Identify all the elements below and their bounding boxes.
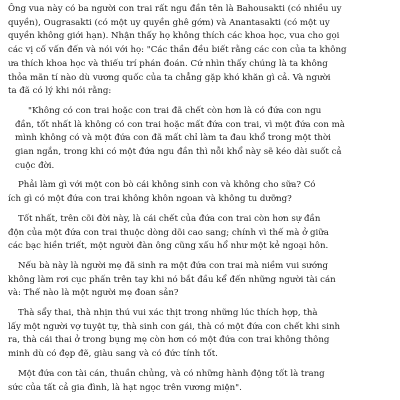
text-line: đần, tốt nhất là không có con trai hoặc mất đứa con trai, vì một đứa con mà	[15, 119, 345, 130]
text-line: và: Thế nào là một người mẹ đoan sản?	[8, 288, 179, 299]
paragraph-talented	[8, 368, 390, 395]
text-line: ra, thà cái thai ở trong bụng mẹ còn hơn có một đứa con trai không thông	[8, 335, 330, 346]
text-line: quyền), Ougrasakti (có một uy quyền ghê gớm) và Anantasakti (có một uy	[8, 17, 330, 28]
text-line: không làm rơi cục phấn trên tay khi nó bắt đầu kể đến những người tài cán	[8, 274, 336, 285]
text-line: Nếu bà này là người mẹ đã sinh ra một đứa con trai mà niềm vui sướng	[18, 260, 329, 271]
text-line: Tốt nhất, trên cõi đời này, là cái chết của đứa con trai còn hơn sự đần	[18, 213, 321, 224]
text-line: quyền không giới hạn). Nhận thấy họ không thích các khoa học, vua cho gọi	[8, 31, 340, 42]
paragraph-best	[8, 213, 390, 254]
text-line: gian ngắn, trong khi có một đứa ngu đần thì nỗi khổ này sẽ kéo dài suốt cả	[15, 147, 342, 158]
text-line: mình không có và một đứa con đã mất chỉ làm ta đau khổ trong một thời	[15, 133, 331, 144]
text-line: cuộc đời.	[15, 160, 55, 171]
text-line: Ông vua này có ba người con trai rất ngu đần tên là Bahousakti (có nhiều uy	[8, 4, 342, 14]
text-line: độn của một đứa con trai thuộc dòng dõi cao sang; chính vì thế mà ở giữa	[8, 227, 329, 238]
paragraph-rather	[8, 307, 390, 362]
text-line: ưa thích khoa học và thiếu trí phán đoán. Cứ nhìn thấy chúng là ta không	[8, 58, 328, 69]
text-line: "Không có con trai hoặc con trai đã chết còn hơn là có đứa con ngu	[28, 105, 322, 116]
text-line: sức của tất cả gia đình, là hạt ngọc trên vương miện".	[8, 382, 242, 393]
text-line: các vị cố vấn đến và nói với họ: "Các thần đều biết rằng các con của ta không	[8, 45, 347, 56]
text-line: Phải làm gì với một con bò cái không sinh con và không cho sữa? Có	[18, 180, 316, 191]
text-line: minh dù có đẹp đẽ, giàu sang và có đức tính tốt.	[8, 349, 218, 360]
paragraph-cow	[8, 179, 390, 206]
text-line: Một đứa con tài cán, thuần chủng, và có những hành động tốt là trang	[18, 368, 325, 379]
paragraph-mother	[8, 260, 390, 301]
text-line: các bạc hiền triết, một người đàn ông cũng xấu hổ như một kẻ ngoại hôn.	[8, 241, 329, 252]
text-line: Thà sẩy thai, thà nhịn thú vui xác thịt trong những lúc thích hợp, thà	[18, 308, 318, 319]
text-line: ích gì có một đứa con trai không khôn ngoan và không tu dưỡng?	[8, 194, 292, 205]
text-line: lấy một người vợ tuyệt tự, thà sinh con gái, thà có một đứa con chết khi sinh	[8, 321, 341, 332]
paragraph-quote	[8, 105, 390, 174]
text-line: thỏa mãn tí nào dù vương quốc của ta chẳng gặp khó khăn gì cả. Và người	[8, 72, 331, 83]
paragraph-intro	[8, 3, 390, 99]
text-line: ta đã có lý khi nói rằng:	[8, 86, 112, 97]
